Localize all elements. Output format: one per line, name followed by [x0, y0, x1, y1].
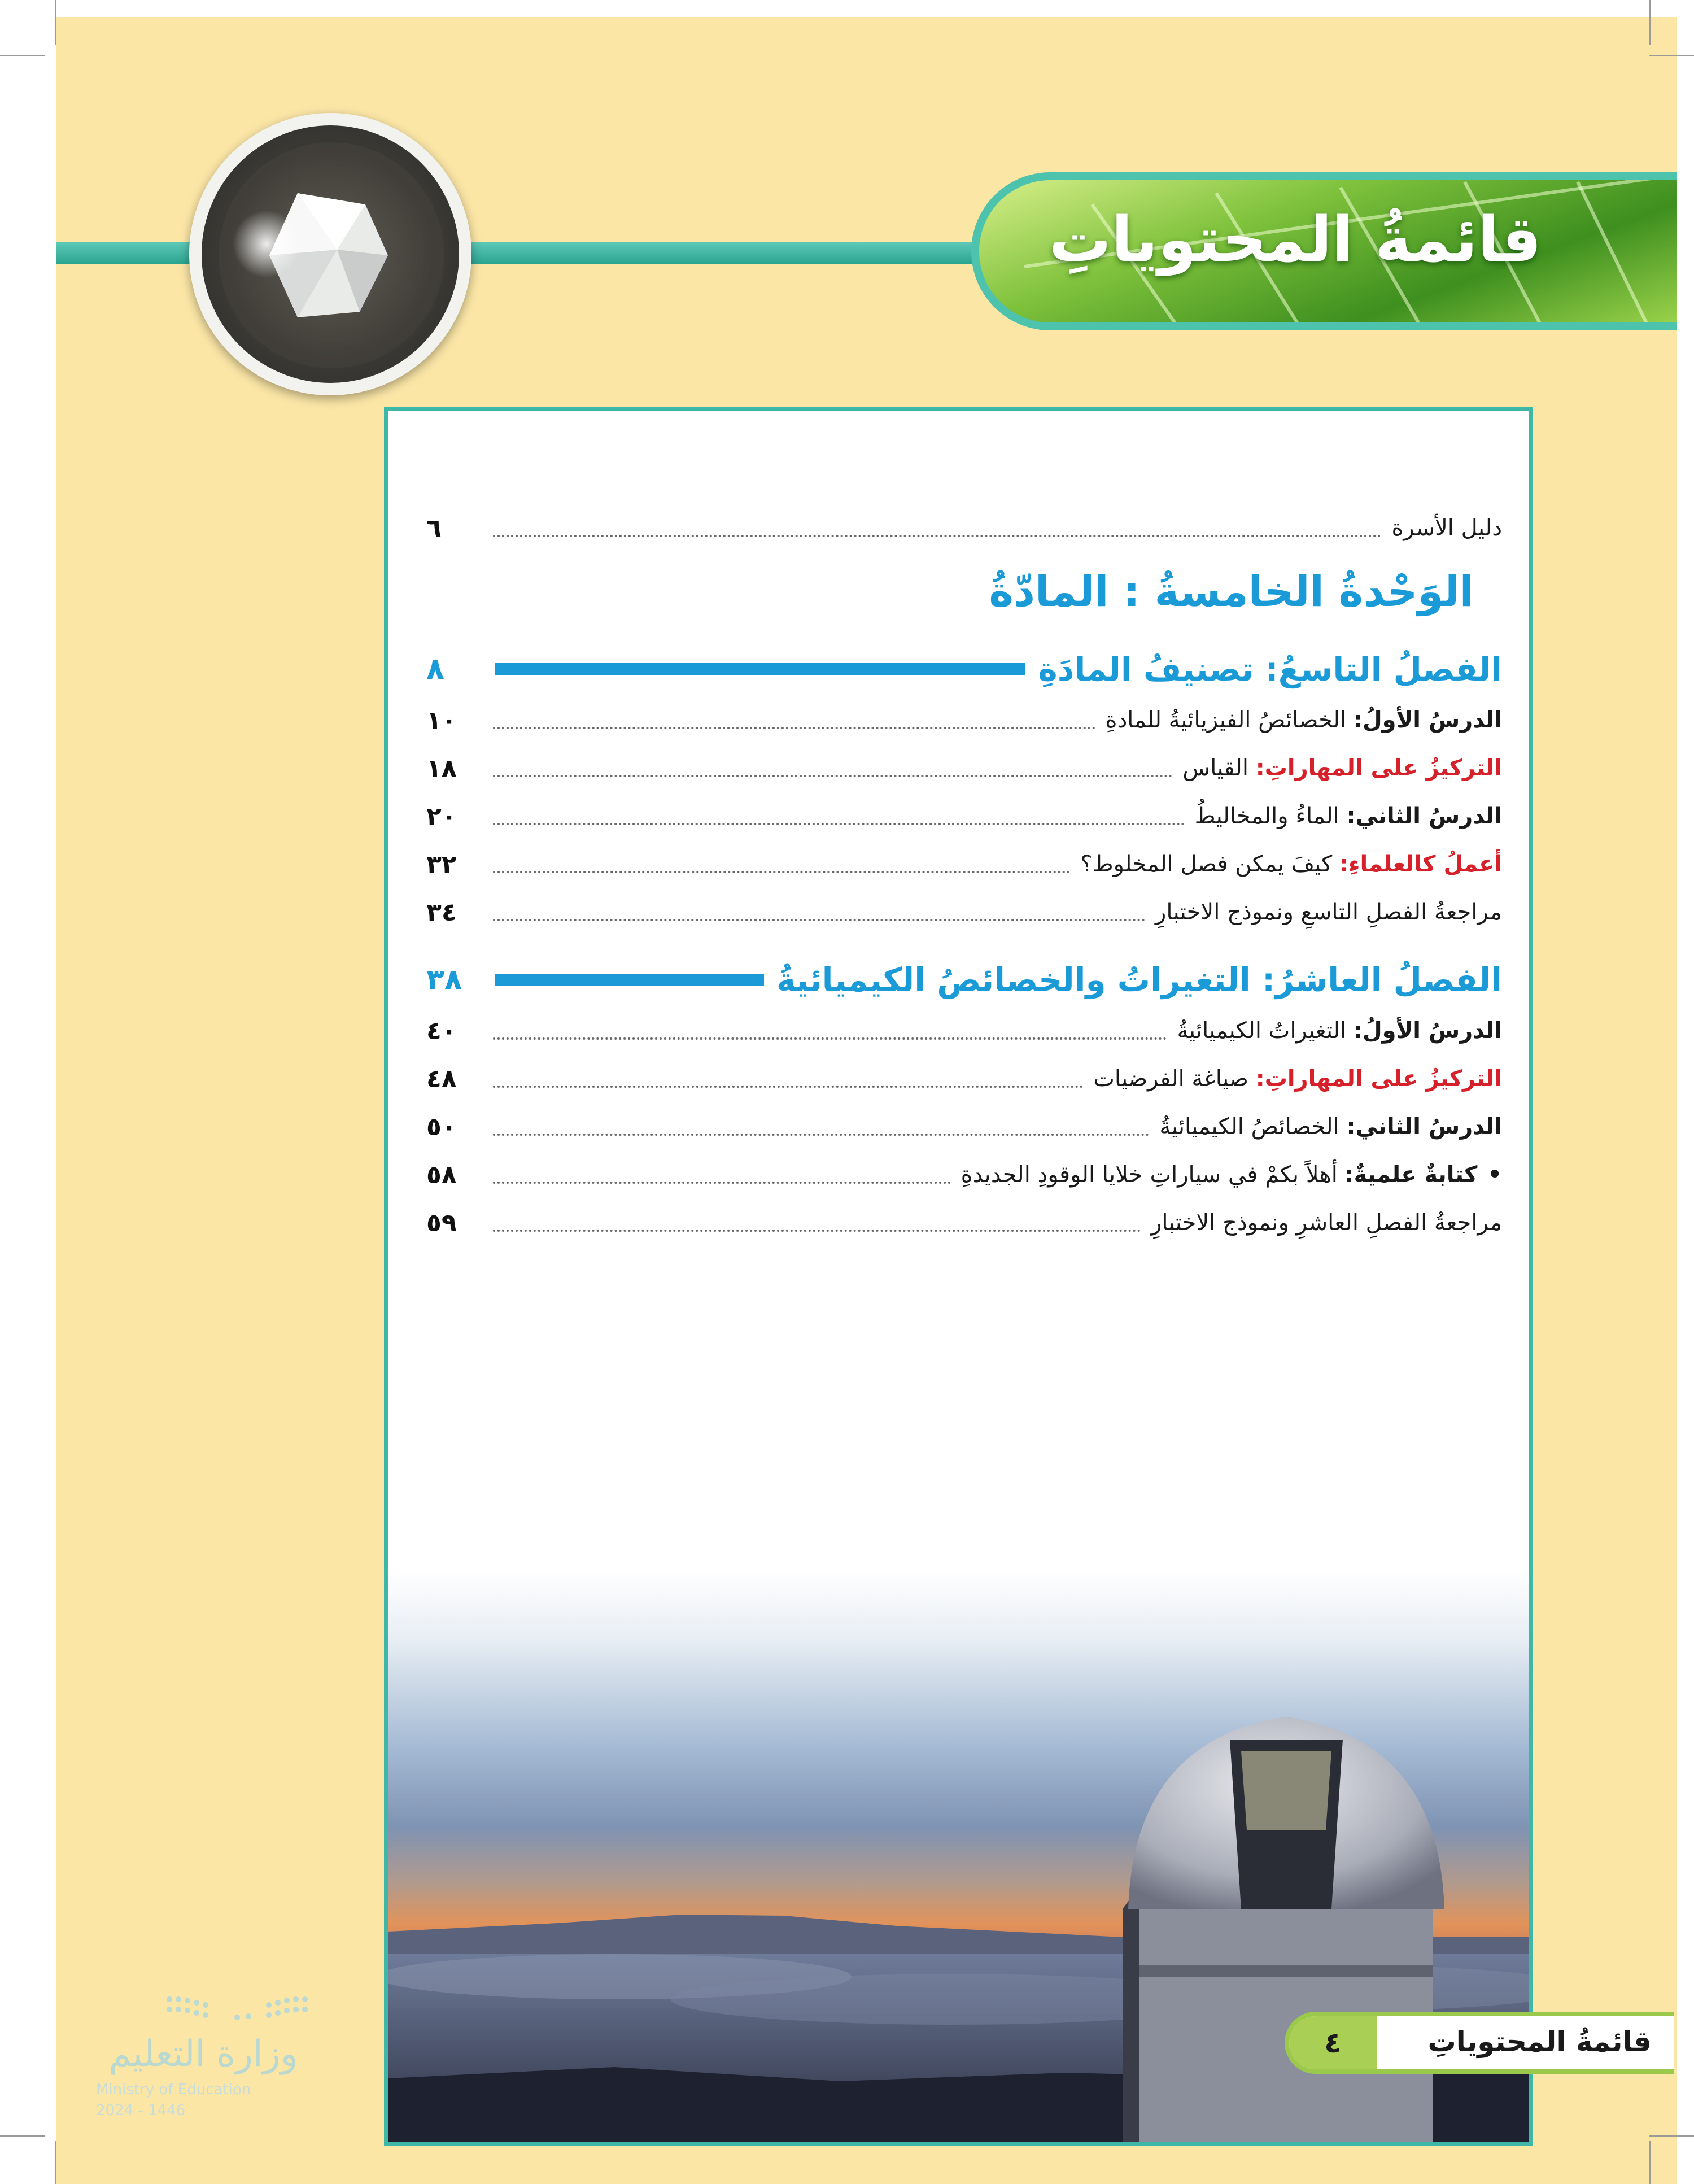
entry-text: كيفَ يمكن فصل المخلوط؟ — [1080, 851, 1340, 877]
chapter-bar — [495, 663, 1025, 675]
entry-prefix: الدرسُ الأولُ: — [1353, 707, 1502, 733]
ministry-logo-icon — [164, 1988, 311, 2028]
toc-entry[interactable] — [426, 1059, 1502, 1098]
toc-page-number: ٢٠ — [426, 801, 457, 831]
crop-mark — [55, 0, 56, 45]
entry-text: أهلاً بكمْ في سياراتِ خلايا الوقودِ الجديدةِ — [960, 1162, 1345, 1188]
entry-text: الخصائصُ الكيميائيةُ — [1159, 1114, 1347, 1140]
crop-mark — [0, 55, 45, 56]
dot-leader — [493, 775, 1172, 777]
footer-tab — [1285, 2012, 1674, 2074]
toc-entry[interactable] — [426, 844, 1502, 884]
toc-page-number: ٥٩ — [426, 1208, 457, 1237]
unit-title: الوَحْدةُ الخامسةُ : المادّةُ — [989, 568, 1474, 616]
entry-text: مراجعةُ الفصلِ العاشرِ ونموذج الاختبارِ — [1151, 1210, 1502, 1236]
ministry-name-arabic: وزارة التعليم — [108, 2033, 298, 2075]
entry-prefix: الدرسُ الثاني: — [1346, 1114, 1502, 1140]
diamond-photo — [189, 113, 471, 395]
toc-page-number: ١٠ — [426, 705, 457, 735]
toc-entry[interactable] — [426, 892, 1502, 932]
crop-mark — [1649, 2141, 1651, 2184]
toc-page-number: ٣٢ — [426, 849, 457, 879]
entry-prefix: أعملُ كالعلماءِ: — [1339, 851, 1502, 877]
toc-page-number: ٣٤ — [426, 897, 457, 927]
page-number: ٤ — [1324, 2026, 1342, 2059]
dot-leader — [493, 1086, 1083, 1088]
ministry-logo — [85, 1977, 322, 2146]
toc-entry[interactable] — [426, 700, 1502, 740]
dot-leader — [493, 823, 1185, 825]
footer-title: قائمةُ المحتوياتِ — [1427, 2025, 1652, 2058]
entry-prefix: الدرسُ الأولُ: — [1353, 1018, 1502, 1044]
chapter-page-number: ٣٨ — [426, 963, 462, 997]
crop-mark — [55, 2141, 56, 2184]
toc-page-number: ٤٨ — [426, 1064, 457, 1093]
entry-text: التغيراتُ الكيميائيةُ — [1177, 1018, 1354, 1044]
page-title: قائمةُ المحتوياتِ — [1049, 203, 1542, 276]
chapter-heading[interactable] — [426, 954, 1502, 1005]
toc-entry-label: دليل الأسرة — [1391, 515, 1502, 541]
crop-mark — [1649, 55, 1694, 56]
entry-prefix: التركيزُ على المهاراتِ: — [1255, 1066, 1502, 1092]
toc-page-number: ١٨ — [426, 753, 457, 783]
crop-mark — [0, 2135, 45, 2137]
toc-entry-family-guide[interactable] — [426, 508, 1502, 548]
crop-mark — [1649, 0, 1651, 45]
toc-entry[interactable] — [426, 748, 1502, 788]
dot-leader — [493, 871, 1070, 873]
ministry-year: 2024 - 1446 — [96, 2102, 186, 2119]
bullet-icon: • — [1487, 1162, 1502, 1188]
entry-text: صياغة الفرضيات — [1093, 1066, 1256, 1092]
toc-entry[interactable] — [426, 796, 1502, 836]
chapter-page-number: ٨ — [426, 652, 444, 686]
chapter-bar — [495, 974, 764, 986]
toc-entry[interactable] — [426, 1011, 1502, 1050]
entry-text: مراجعةُ الفصلِ التاسعِ ونموذج الاختبارِ — [1155, 899, 1502, 925]
toc-page-number: ٥٠ — [426, 1112, 457, 1141]
dot-leader — [493, 919, 1145, 921]
chapter-title: الفصلُ العاشرُ: التغيراتُ والخصائصُ الكيميائيةُ — [776, 961, 1502, 999]
dot-leader — [493, 535, 1381, 537]
page-number-box — [1289, 2016, 1377, 2069]
toc-page-number: ٦ — [426, 513, 442, 543]
entry-prefix: كتابةٌ علميةٌ: — [1344, 1162, 1478, 1188]
dot-leader — [493, 1230, 1141, 1232]
chapter-heading[interactable] — [426, 644, 1502, 695]
entry-prefix: الدرسُ الثاني: — [1346, 803, 1502, 829]
entry-text: القياس — [1182, 755, 1256, 781]
entry-text: الخصائصُ الفيزيائيةُ للمادةِ — [1105, 707, 1354, 733]
toc-page-number: ٥٨ — [426, 1160, 457, 1189]
ministry-name-english: Ministry of Education — [96, 2081, 251, 2098]
dot-leader — [493, 727, 1095, 729]
entry-text: الماءُ والمخاليطُ — [1194, 803, 1347, 829]
dot-leader — [493, 1182, 951, 1184]
dot-leader — [493, 1037, 1167, 1040]
dot-leader — [493, 1134, 1149, 1136]
toc-entry[interactable] — [426, 1107, 1502, 1147]
toc-entry[interactable] — [426, 1203, 1502, 1243]
toc-entry[interactable] — [426, 1155, 1502, 1195]
crop-mark — [1649, 2135, 1694, 2137]
entry-prefix: التركيزُ على المهاراتِ: — [1255, 755, 1502, 781]
chapter-title: الفصلُ التاسعُ: تصنيفُ المادَةِ — [1038, 650, 1502, 688]
toc-page-number: ٤٠ — [426, 1016, 457, 1045]
